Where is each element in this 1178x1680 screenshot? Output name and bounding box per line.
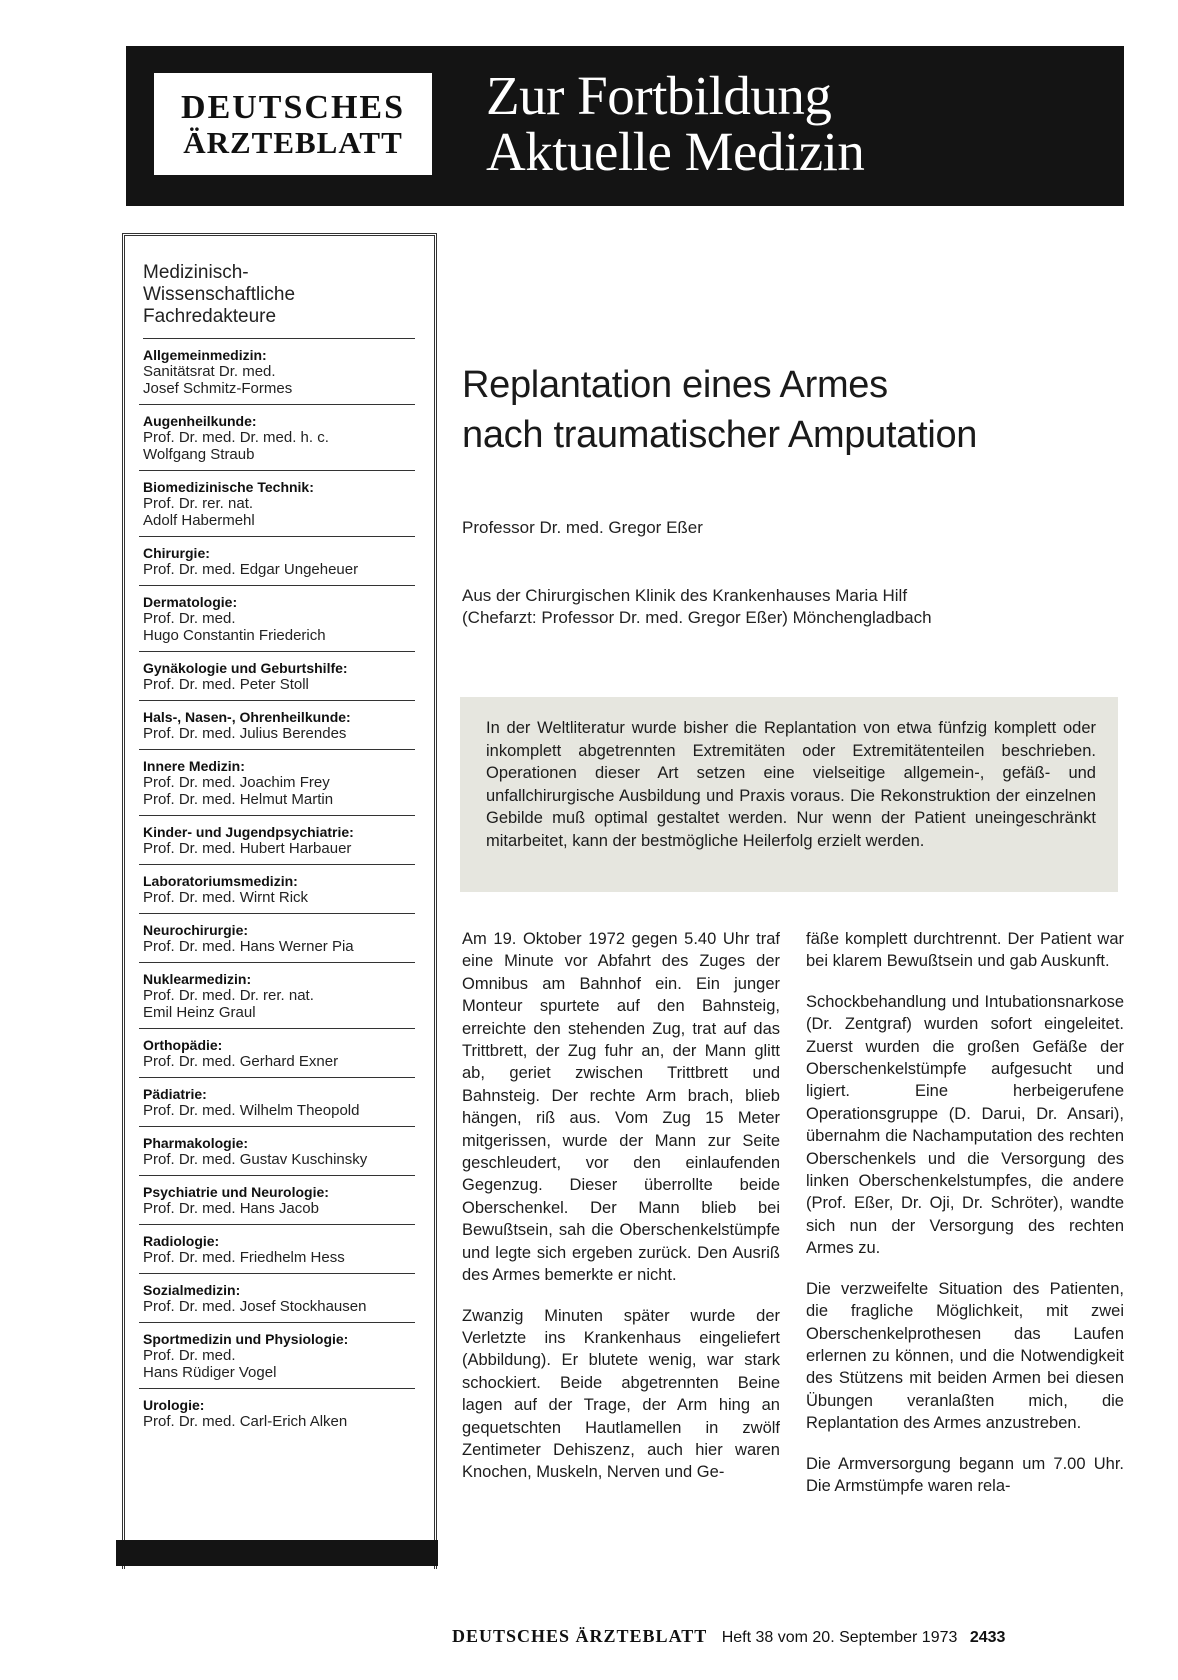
editor-entry bbox=[139, 701, 415, 750]
editor-names: Prof. Dr. med. Hans Werner Pia bbox=[143, 938, 354, 955]
editor-entry bbox=[139, 1389, 415, 1437]
editor-specialty: Laboratoriumsmedizin: bbox=[143, 873, 298, 889]
editor-specialty: Psychiatrie und Neurologie: bbox=[143, 1184, 329, 1200]
editor-names: Sanitätsrat Dr. med. Josef Schmitz-Formes bbox=[143, 363, 293, 397]
editor-entry bbox=[139, 963, 415, 1029]
editor-names: Prof. Dr. med. Gustav Kuschinsky bbox=[143, 1151, 368, 1168]
editor-entry bbox=[139, 1078, 415, 1127]
article-affiliation bbox=[462, 585, 1102, 629]
editor-specialty: Nuklearmedizin: bbox=[143, 971, 252, 987]
body-paragraph: Am 19. Oktober 1972 gegen 5.40 Uhr traf eine Minute vor Abfahrt des Zuges der Omnibus am Bahnhof ein. Ein junger Monteur spurtete auf den Bahnsteig, erreichte den stehenden Zug, trat auf das Trittbrett, der Zug fuhr an, der Mann glitt ab, geriet zwischen Trittbrett und Bahnsteig. Der rechte Arm brach, blieb hängen, riß aus. Vom Zug 15 Meter mitgerissen, wurde der Mann zur Seite geschleudert, vor den einlaufenden Gegenzug. Dieser überrollte beide Oberschenkel. Der Mann blieb bei Bewußtsein, sah die Oberschenkelstümpfe und legte sich ergeben zurück. Den Ausriß des Armes bemerkte er nicht. bbox=[462, 930, 780, 1285]
body-paragraph: fäße komplett durchtrennt. Der Patient war bei klarem Bewußtsein und gab Auskunft. bbox=[806, 930, 1124, 971]
editor-names: Prof. Dr. med. Friedhelm Hess bbox=[143, 1249, 345, 1266]
abstract-box bbox=[460, 697, 1118, 892]
editor-specialty: Kinder- und Jugendpsychiatrie: bbox=[143, 824, 354, 840]
editor-specialty: Dermatologie: bbox=[143, 594, 238, 610]
editor-names: Prof. Dr. med. Carl-Erich Alken bbox=[143, 1413, 348, 1430]
editor-names: Prof. Dr. med. Hans Jacob bbox=[143, 1200, 319, 1217]
editor-names: Prof. Dr. med. Edgar Ungeheuer bbox=[143, 561, 359, 578]
editor-names: Prof. Dr. med. Wilhelm Theopold bbox=[143, 1102, 360, 1119]
article-title-line-1: Replantation eines Armes bbox=[462, 364, 888, 406]
editor-entry bbox=[139, 652, 415, 701]
body-column-left bbox=[462, 928, 780, 1502]
editor-specialty: Pädiatrie: bbox=[143, 1086, 207, 1102]
editor-specialty: Orthopädie: bbox=[143, 1037, 223, 1053]
editor-names: Prof. Dr. med. Julius Berendes bbox=[143, 725, 347, 742]
editor-specialty: Hals-, Nasen-, Ohrenheilkunde: bbox=[143, 709, 351, 725]
section-title-line-1: Zur Fortbildung bbox=[486, 65, 832, 126]
editor-names: Prof. Dr. med. Dr. med. h. c. Wolfgang Straub bbox=[143, 429, 329, 463]
logo-line-2: ÄRZTEBLATT bbox=[183, 124, 403, 160]
editor-names: Prof. Dr. rer. nat. Adolf Habermehl bbox=[143, 495, 255, 529]
editor-names: Prof. Dr. med. Josef Stockhausen bbox=[143, 1298, 367, 1315]
affiliation-line-1: Aus der Chirurgischen Klinik des Krankenhauses Maria Hilf bbox=[462, 586, 908, 605]
editor-entry bbox=[139, 914, 415, 963]
sidebar-footer-bar bbox=[116, 1540, 438, 1566]
editor-names: Prof. Dr. med. Dr. rer. nat. Emil Heinz Graul bbox=[143, 987, 314, 1021]
editor-entry bbox=[139, 1274, 415, 1323]
editor-specialty: Biomedizinische Technik: bbox=[143, 479, 314, 495]
editor-specialty: Urologie: bbox=[143, 1397, 205, 1413]
editors-list bbox=[139, 262, 415, 1437]
editor-names: Prof. Dr. med. Hans Rüdiger Vogel bbox=[143, 1347, 277, 1381]
editor-specialty: Pharmakologie: bbox=[143, 1135, 249, 1151]
article-title bbox=[462, 360, 1112, 460]
editor-entry bbox=[139, 1127, 415, 1176]
editor-specialty: Neurochirurgie: bbox=[143, 922, 249, 938]
editor-entry bbox=[139, 816, 415, 865]
editor-specialty: Radiologie: bbox=[143, 1233, 220, 1249]
header-banner bbox=[126, 46, 1124, 206]
editor-entry bbox=[139, 586, 415, 652]
abstract-text: In der Weltliteratur wurde bisher die Replantation von etwa fünfzig komplett oder inkomplett abgetrennten Extremitäten oder Extremitätenteilen beschrieben. Operationen dieser Art setzen eine vielseitige allgemein-, gefäß- und unfallchirurgische Ausbildung und Praxis voraus. Die Rekonstruktion der einzelnen Gebilde muß optimal gestaltet werden. Nur wenn der Patient uneingeschränkt mitarbeitet, kann der bestmögliche Heilerfolg erzielt werden. bbox=[486, 719, 1096, 850]
editor-entry bbox=[139, 1176, 415, 1225]
editors-sidebar bbox=[122, 233, 437, 1569]
editor-names: Prof. Dr. med. Hugo Constantin Friederich bbox=[143, 610, 326, 644]
editor-names: Prof. Dr. med. Joachim Frey Prof. Dr. med. Helmut Martin bbox=[143, 774, 334, 808]
editor-entry bbox=[139, 865, 415, 914]
editor-names: Prof. Dr. med. Peter Stoll bbox=[143, 676, 309, 693]
editor-names: Prof. Dr. med. Hubert Harbauer bbox=[143, 840, 352, 857]
editor-entry bbox=[139, 405, 415, 471]
sidebar-heading: Medizinisch- Wissenschaftliche Fachredakteure bbox=[143, 262, 296, 327]
editor-specialty: Sozialmedizin: bbox=[143, 1282, 241, 1298]
body-paragraph: Zwanzig Minuten später wurde der Verletzte ins Krankenhaus eingeliefert (Abbildung). Er blutete wenig, war stark schockiert. Beide abgetrennten Beine lagen auf der Trage, der Arm hing an gequetschten Hautlamellen in zwölf Zentimeter Dehiszenz, auch hier waren Knochen, Muskeln, Nerven und Ge- bbox=[462, 1306, 780, 1482]
body-paragraph: Die Armversorgung begann um 7.00 Uhr. Die Armstümpfe waren rela- bbox=[806, 1454, 1124, 1495]
editor-entry bbox=[139, 537, 415, 586]
page-footer bbox=[452, 1626, 1122, 1647]
body-paragraph: Schockbehandlung und Intubationsnarkose (Dr. Zentgraf) wurden sofort eingeleitet. Zuerst wurden die großen Gefäße der Oberschenkelstümpfe aufgesucht und ligiert. Eine herbeigerufene Operationsgruppe (D. Darui, Dr. Ansari), übernahm die Nachamputation des rechten Oberschenkels und die Versorgung des linken Oberschenkelstumpfes, die andere (Prof. Eßer, Dr. Oji, Dr. Schröter), wandte sich nun der Versorgung des rechten Armes zu. bbox=[806, 992, 1124, 1258]
editor-entry bbox=[139, 1323, 415, 1389]
footer-journal-name: DEUTSCHES ÄRZTEBLATT bbox=[452, 1626, 708, 1646]
editor-entry bbox=[139, 471, 415, 537]
editor-specialty: Sportmedizin und Physiologie: bbox=[143, 1331, 349, 1347]
article-title-line-2: nach traumatischer Amputation bbox=[462, 414, 978, 456]
editor-entry bbox=[139, 1225, 415, 1274]
section-title bbox=[486, 65, 865, 182]
editor-names: Prof. Dr. med. Gerhard Exner bbox=[143, 1053, 339, 1070]
section-title-line-2: Aktuelle Medizin bbox=[486, 121, 865, 182]
logo-line-1: DEUTSCHES bbox=[181, 88, 405, 126]
body-column-right bbox=[806, 928, 1124, 1515]
editor-specialty: Gynäkologie und Geburtshilfe: bbox=[143, 660, 348, 676]
footer-issue: Heft 38 vom 20. September 1973 bbox=[721, 1629, 958, 1646]
article-author: Professor Dr. med. Gregor Eßer bbox=[462, 518, 703, 537]
journal-logo bbox=[154, 73, 432, 175]
body-paragraph: Die verzweifelte Situation des Patienten, die fragliche Möglichkeit, mit zwei Oberschenkelprothesen das Laufen erlernen zu können, und die Notwendigkeit des Stützens mit beiden Armen bei diesen Übungen veranlaßten mich, die Replantation des Armes anzustreben. bbox=[806, 1279, 1124, 1433]
editor-names: Prof. Dr. med. Wirnt Rick bbox=[143, 889, 309, 906]
affiliation-line-2: (Chefarzt: Professor Dr. med. Gregor Eßer) Mönchengladbach bbox=[462, 608, 932, 627]
editor-entry bbox=[139, 750, 415, 816]
editor-entries bbox=[139, 339, 415, 1437]
editor-specialty: Allgemeinmedizin: bbox=[143, 347, 267, 363]
editor-entry bbox=[139, 339, 415, 405]
editor-specialty: Augenheilkunde: bbox=[143, 413, 257, 429]
editor-specialty: Chirurgie: bbox=[143, 545, 210, 561]
editor-specialty: Innere Medizin: bbox=[143, 758, 245, 774]
editor-entry bbox=[139, 1029, 415, 1078]
page-number: 2433 bbox=[969, 1629, 1006, 1646]
